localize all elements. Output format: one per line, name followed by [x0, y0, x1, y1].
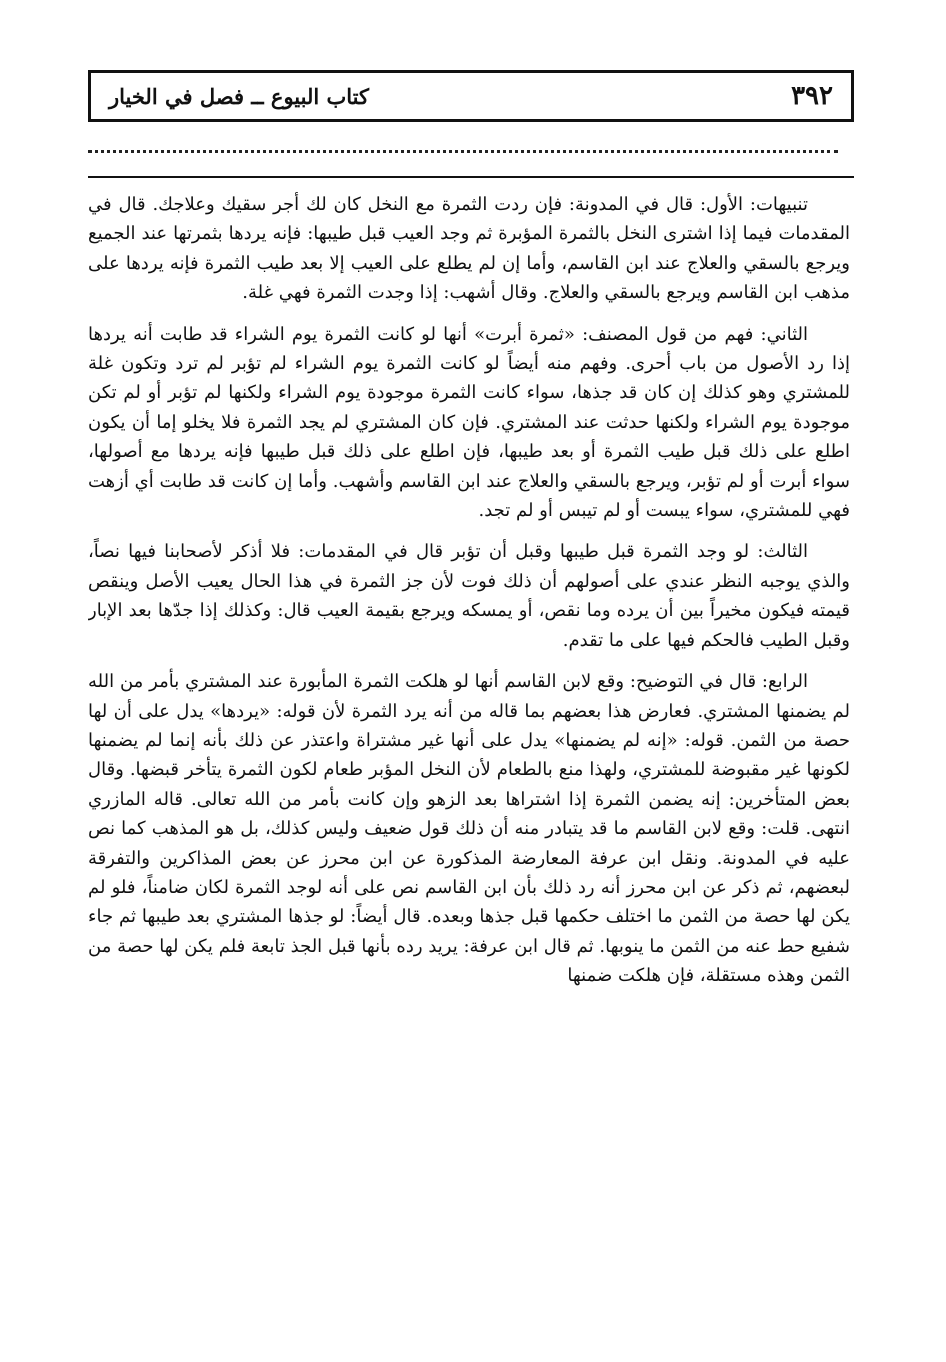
running-title: كتاب البيوع ــ فصل في الخيار — [109, 83, 370, 109]
body-text — [88, 186, 850, 1346]
paragraph-first-note: تنبيهات: الأول: قال في المدونة: فإن ردت الثمرة مع النخل كان لك أجر سقيك وعلاجك. قال في المقدمات فيما إذا اشترى النخل بالثمرة المؤبرة ثم وجد العيب قبل طيبها: فإنه يردها بثمرتها عند الجميع ويرجع بالسقي والعلاج عند ابن القاسم، وأما إن لم يطلع على العيب إلا بعد طيب الثمرة فإنه يردها على مذهب ابن القاسم ويرجع بالسقي والعلاج. وقال أشهب: إذا وجدت الثمرة فهي غلة. — [88, 194, 850, 304]
page-number: ٣٩٢ — [791, 81, 833, 111]
horizontal-rule — [88, 176, 854, 178]
paragraph-second-note: الثاني: فهم من قول المصنف: «ثمرة أبرت» أنها لو كانت الثمرة يوم الشراء قد طابت أنه يردها إذا رد الأصول من باب أحرى. وفهم منه أيضاً لو كانت الثمرة يوم الشراء لم تؤبر لم ترد وتكون غلة للمشتري وهو كذلك إن كان قد جذها، سواء كانت الثمرة موجودة يوم الشراء ولكنها لم تؤبر أو لم تكن موجودة يوم الشراء ولكنها حدثت عند المشتري. فإن كان المشتري لم يجد الثمرة فلا يخلو إما أن يكون اطلع على ذلك قبل طيب الثمرة أو بعد طيبها، فإن اطلع على ذلك قبل طيبها فإنه يردها مع أصولها، سواء أبرت أو لم تؤبر، ويرجع بالسقي والعلاج عند ابن القاسم وأشهب. وأما إن كانت قد طابت أي أزهت فهي للمشتري، سواء يبست أو لم تيبس أو لم تجد. — [88, 323, 850, 522]
running-header — [88, 70, 854, 122]
paragraph-fourth-note: الرابع: قال في التوضيح: وقع لابن القاسم أنها لو هلكت الثمرة المأبورة عند المشتري بأمر من الله لم يضمنها المشتري. فعارض هذا بعضهم بما قاله من أنه يرد الثمرة لأن قوله: «يردها» يدل على أن لها حصة من الثمن. قوله: «إنه لم يضمنها» يدل على أنها غير مشتراة واعتذر عن ذلك بأنه إنما لم يضمنها لكونها غير مقبوضة للمشتري، ولهذا منع بالطعام لأن النخل المؤبر طعام لكون الثمرة يتأخر قبضها. وقال بعض المتأخرين: إنه يضمن الثمرة إذا اشتراها بعد الزهو وإن كانت بأمر من الله تعالى. قاله المازري انتهى. قلت: وقع لابن القاسم ما قد يتبادر منه أن ذلك قول ضعيف وليس كذلك، بل هو المذهب كما نص عليه في المدونة. ونقل ابن عرفة المعارضة المذكورة عن ابن محرز عن بعض المذاكرين والتفرقة لبعضهم، ثم ذكر عن ابن محرز أنه رد ذلك بأن ابن القاسم نص على أنه لوجد الثمرة لكان ضامناً، فلو لم يكن لها حصة من الثمن ما اختلف حكمها قبل جذها وبعده. قال أيضاً: لو جذها المشتري بعد طيبها ثم جاء شفيع حط عنه من الثمن ما ينوبها. ثم قال ابن عرفة: يريد رده بأنها قبل الجذ تابعة فلم يكن لها حصة من الثمن وهذه مستقلة، فإن هلكت ضمنها — [88, 671, 850, 987]
dotted-separator — [88, 136, 838, 153]
paragraph-third-note: الثالث: لو وجد الثمرة قبل طيبها وقبل أن تؤبر قال في المقدمات: فلا أذكر لأصحابنا فيها نصاً، والذي يوجبه النظر عندي على أصولهم أن ذلك فوت لأن جز الثمرة في هذا الحال يعيب الأصل وينقص قيمته فيكون مخيراً بين أن يرده وما نقص، أو يمسكه ويرجع بقيمة العيب قال: وكذلك إذا جدّها بعد الإبار وقبل الطيب فالحكم فيها على ما تقدم. — [88, 541, 850, 651]
